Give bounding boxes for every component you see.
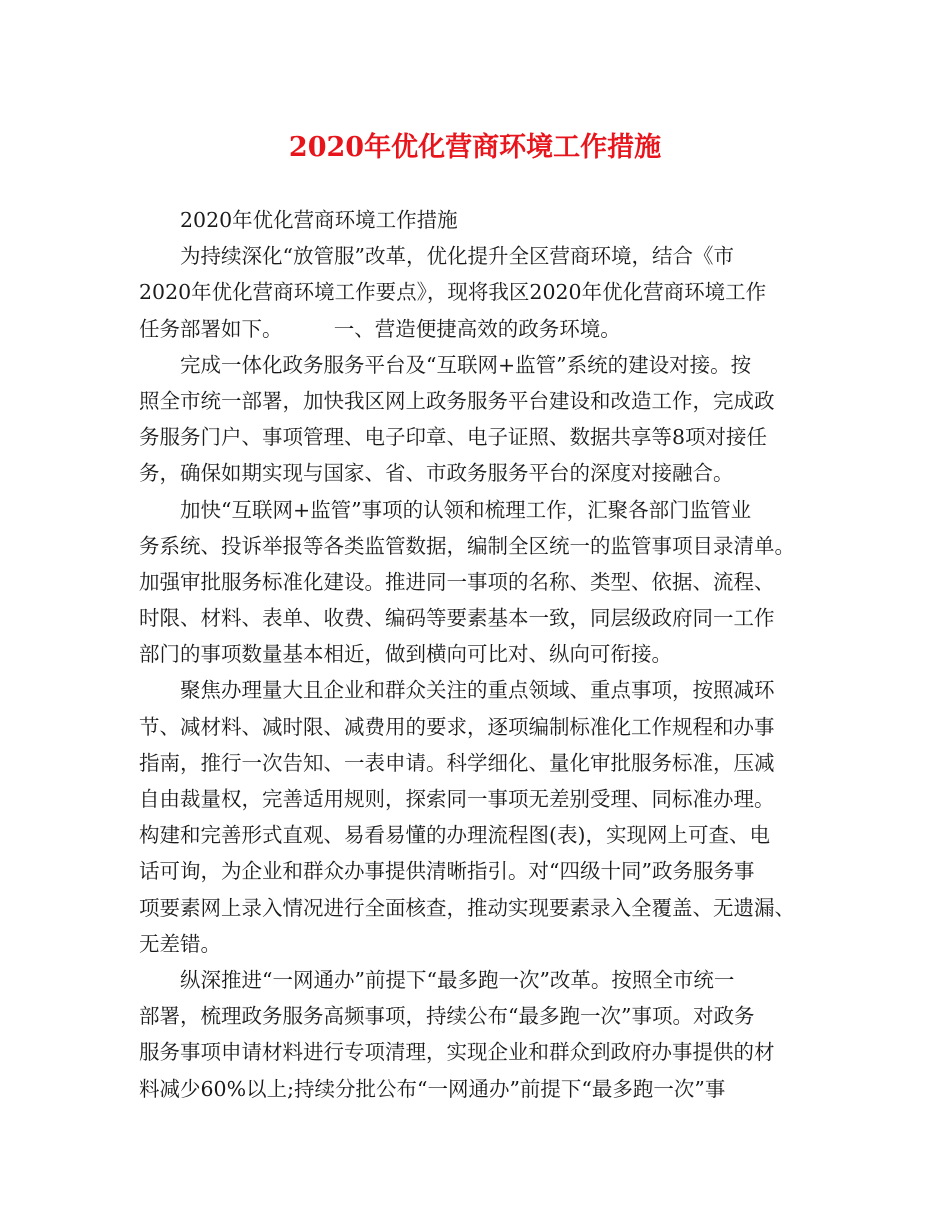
body-line: 自由裁量权，完善适用规则，探索同一事项无差别受理、同标准办理。 [139,787,775,811]
body-line: 务系统、投诉举报等各类监管数据，编制全区统一的监管事项目录清单。 [139,533,795,558]
body-line: 加强审批服务标准化建设。推进同一事项的名称、类型、依据、流程、 [139,569,775,594]
body-line: 任务部署如下。 一、营造便捷高效的政务环境。 [139,316,621,341]
body-line: 务服务门户、事项管理、电子印章、电子证照、数据共享等8项对接任 [139,425,768,450]
body-line: 时限、材料、表单、收费、编码等要素基本一致，同层级政府同一工作 [139,606,775,631]
body-line: 无差错。 [139,931,221,956]
body-line: 构建和完善形式直观、易看易懂的办理流程图(表)，实现网上可查、电 [139,823,770,848]
body-line: 指南，推行一次告知、一表申请。科学细化、量化审批服务标准，压减 [139,750,775,775]
body-line: 务，确保如期实现与国家、省、市政务服务平台的深度对接融合。 [139,461,734,486]
body-line: 节、减材料、减时限、减费用的要求，逐项编制标准化工作规程和办事 [139,714,775,739]
body-line: 部署，梳理政务服务高频事项，持续公布“最多跑一次”事项。对政务 [139,1004,755,1029]
body-line: 纵深推进“一网通办”前提下“最多跑一次”改革。按照全市统一 [180,967,735,992]
body-line: 完成一体化政务服务平台及“互联网+监管”系统的建设对接。按 [180,352,752,377]
document-body [139,202,815,1107]
body-line: 项要素网上录入情况进行全面核查，推动实现要素录入全覆盖、无遗漏、 [139,895,795,920]
body-line: 2020年优化营商环境工作措施 [180,208,458,232]
body-line: 聚焦办理量大且企业和群众关注的重点领域、重点事项，按照减环 [180,678,775,703]
body-line: 部门的事项数量基本相近，做到横向可比对、纵向可衔接。 [139,642,672,667]
body-line: 为持续深化“放管服”改革，优化提升全区营商环境，结合《市 [180,244,734,269]
body-line: 话可询，为企业和群众办事提供清晰指引。对“四级十同”政务服务事 [139,859,755,884]
body-line: 服务事项申请材料进行专项清理，实现企业和群众到政府办事提供的材 [139,1040,775,1065]
body-line: 加快“互联网+监管”事项的认领和梳理工作，汇聚各部门监管业 [180,497,752,522]
document-title: 2020年优化营商环境工作措施 [288,132,662,163]
body-line: 料减少60%以上;持续分批公布“一网通办”前提下“最多跑一次”事 [139,1076,726,1101]
body-line: 照全市统一部署，加快我区网上政务服务平台建设和改造工作，完成政 [139,388,775,413]
body-line: 2020年优化营商环境工作要点》，现将我区2020年优化营商环境工作 [139,280,767,305]
